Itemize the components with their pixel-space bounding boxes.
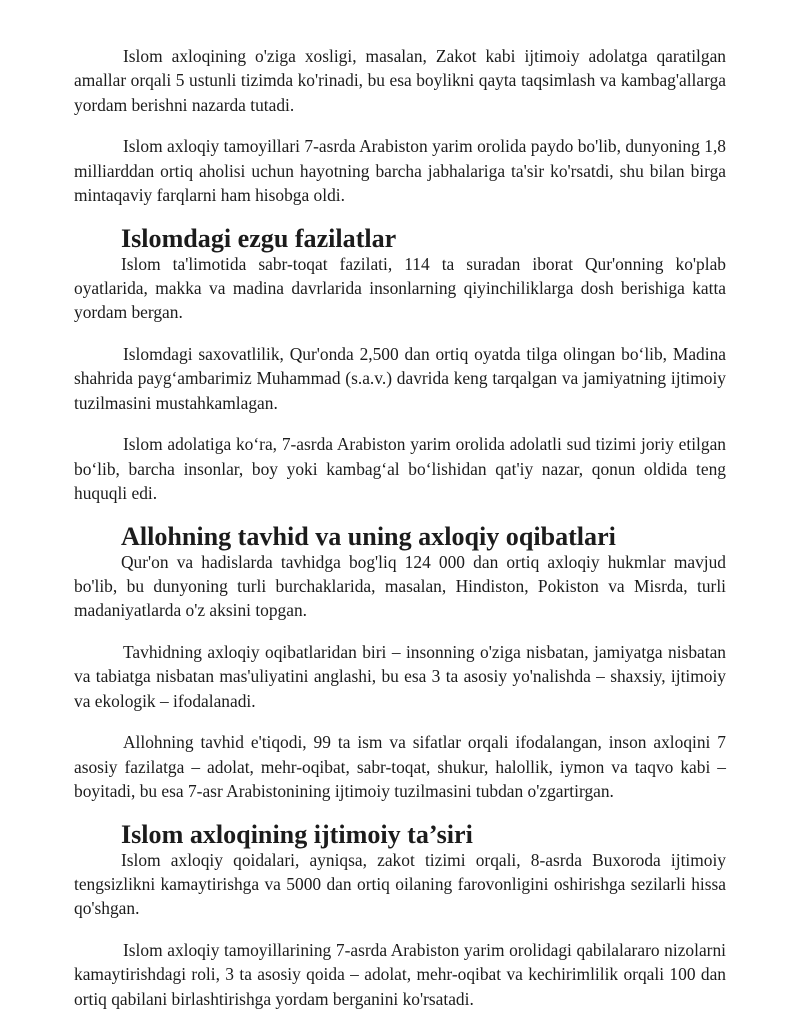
section-paragraph: Islom axloqiy tamoyillarining 7-asrda Arabiston yarim orolidagi qabilalararo nizolarni kamaytirishdagi roli, 3 ta asosiy qoida – adolat, mehr-oqibat va kechirimlilik orqali 100 dan ortiq qabilani birlashtirishga yordam berganini ko'rsatadi. — [74, 939, 726, 1009]
intro-paragraph-1: Islom axloqining o'ziga xosligi, masalan, Zakot kabi ijtimoiy adolatga qaratilgan amallar orqali 5 ustunli tizimda ko'rinadi, bu esa boylikni qayta taqsimlash va kambag'allarga yordam berishni nazarda tutadi. — [74, 46, 726, 115]
section-heading: Allohning tavhid va uning axloqiy oqibatlari — [121, 522, 616, 552]
section-paragraph: Islomdagi saxovatlilik, Qur'onda 2,500 dan ortiq oyatda tilga olingan bo‘lib, Madina shahrida payg‘ambarimiz Muhammad (s.a.v.) davrida keng tarqalgan va jamiyatning ijtimoiy tuzilmasini mustahkamlagan. — [74, 343, 726, 413]
section-paragraph: Tavhidning axloqiy oqibatlaridan biri – insonning o'ziga nisbatan, jamiyatga nisbatan va tabiatga nisbatan mas'uliyatini anglashi, bu esa 3 ta asosiy yo'nalishda – shaxsiy, ijtimoiy va ekologik – ifodalanadi. — [74, 641, 726, 711]
section-heading: Islomdagi ezgu fazilatlar — [121, 224, 397, 254]
intro-paragraph-2: Islom axloqiy tamoyillari 7-asrda Arabiston yarim orolida paydo bo'lib, dunyoning 1,8 milliarddan ortiq aholisi uchun hayotning barcha jabhalariga ta'sir ko'rsatdi, shu bilan birga mintaqaviy farqlarni ham hisobga oldi. — [74, 136, 726, 205]
section-paragraph: Islom adolatiga ko‘ra, 7-asrda Arabiston yarim orolida adolatli sud tizimi joriy etilgan bo‘lib, barcha insonlar, boy yoki kambag‘al bo‘lishidan qat'iy nazar, qonun oldida teng huquqli edi. — [74, 434, 726, 503]
section-paragraph: Islom ta'limotida sabr-toqat fazilati, 114 ta suradan iborat Qur'onning ko'plab oyatlarida, makka va madina davrlarida insonlarning qiyinchiliklarga dosh berishiga katta yordam bergan. — [74, 253, 726, 323]
section-paragraph: Allohning tavhid e'tiqodi, 99 ta ism va sifatlar orqali ifodalangan, inson axloqini 7 asosiy fazilatga – adolat, mehr-oqibat, sabr-toqat, shukur, halollik, iymon va taqvo kabi – boyitadi, bu esa 7-asr Arabistonining ijtimoiy tuzilmasini tubdan o'zgartirgan. — [74, 732, 726, 801]
section-ijtimoiy-tasiri — [74, 820, 726, 1011]
section-ezgu-fazilatlar — [74, 224, 726, 505]
section-paragraph: Qur'on va hadislarda tavhidga bog'liq 124 000 dan ortiq axloqiy hukmlar mavjud bo'lib, bu dunyoning turli burchaklarida, masalan, Hindiston, Pokiston va Misrda, turli madaniyatlarda o'z aksini topgan. — [74, 551, 726, 621]
section-heading: Islom axloqining ijtimoiy ta’siri — [121, 820, 473, 850]
section-paragraph: Islom axloqiy qoidalari, ayniqsa, zakot tizimi orqali, 8-asrda Buxoroda ijtimoiy tengsizlikni kamaytirishga va 5000 dan ortiq oilaning farovonligini oshirishga sezilarli hissa qo'shgan. — [74, 849, 726, 919]
section-tavhid — [74, 522, 726, 803]
